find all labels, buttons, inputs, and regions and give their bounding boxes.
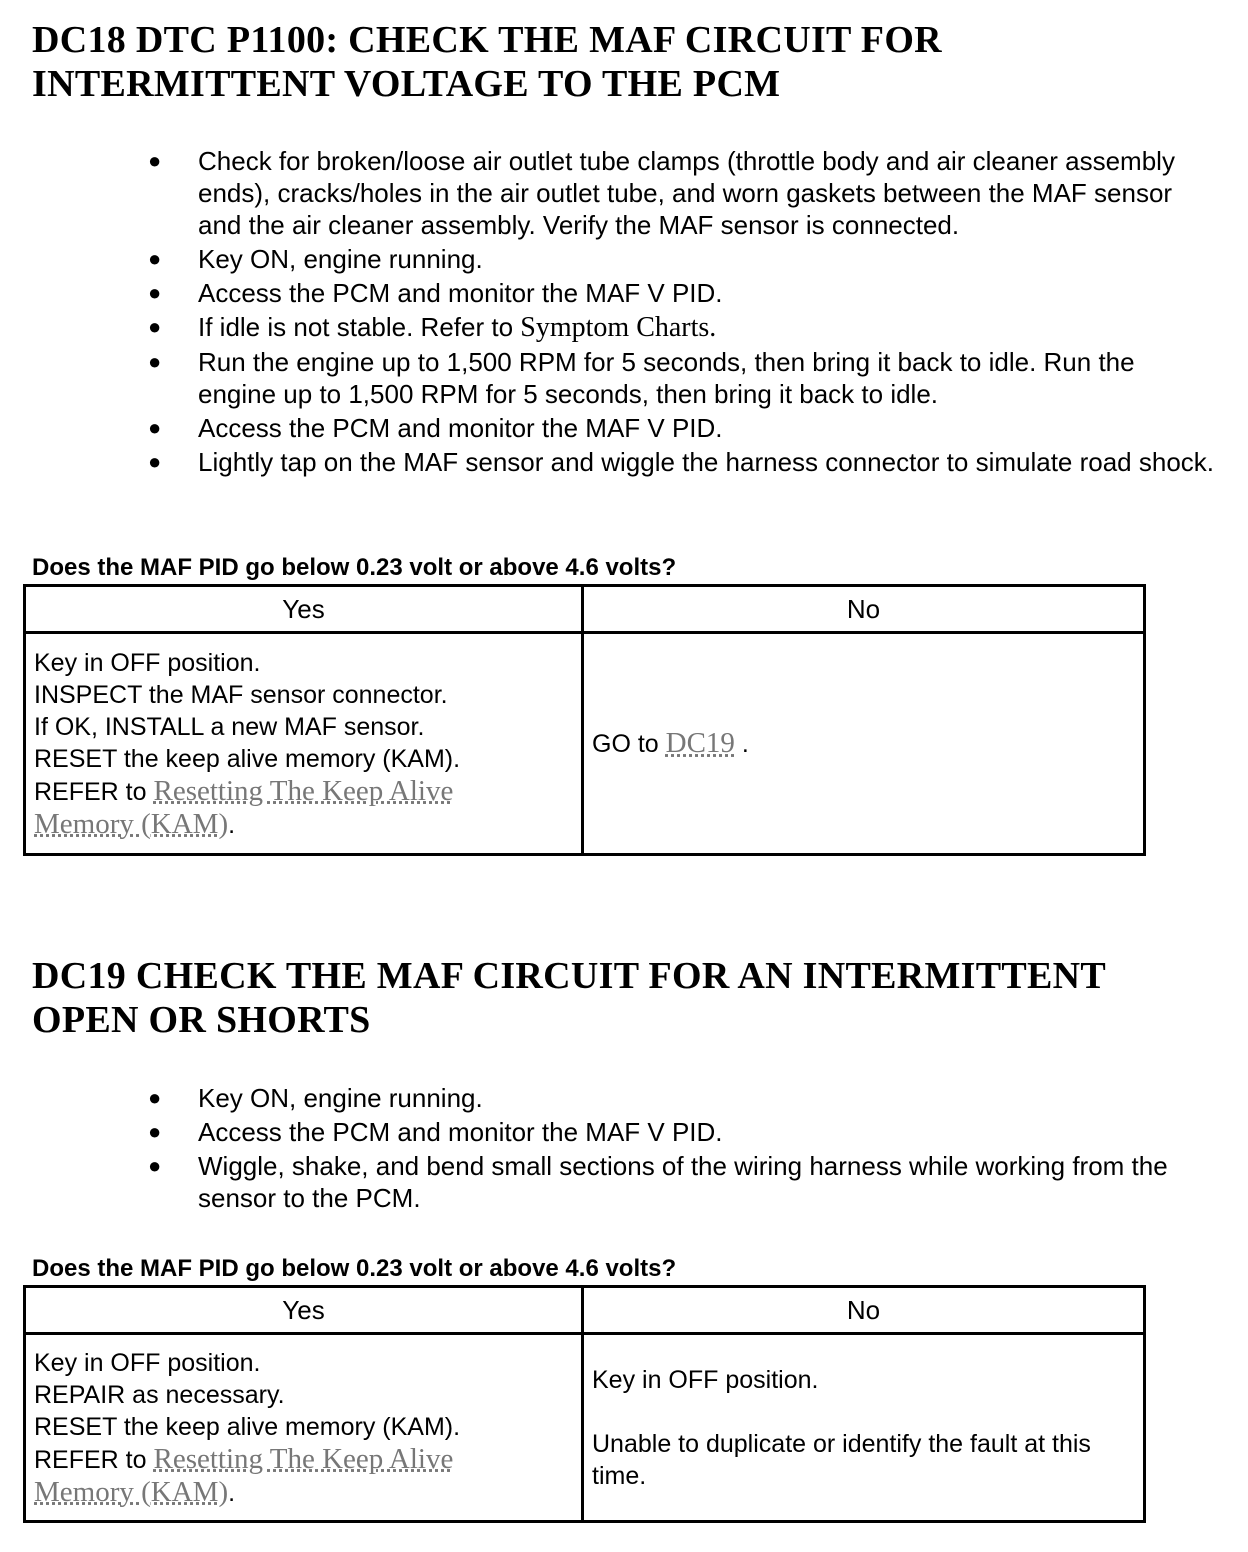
yes-cell: Key in OFF position. INSPECT the MAF sensor connector. If OK, INSTALL a new MAF sensor. RESET the keep alive memory (KAM). REFER to Resetting The Keep Alive Memory (KAM). [25, 633, 583, 855]
bullet-icon: ● [148, 280, 162, 305]
reset-kam-link[interactable]: Resetting The Keep Alive [153, 1442, 454, 1475]
list-item: ● Access the PCM and monitor the MAF V PID. [148, 1117, 723, 1147]
list-item: ● Key ON, engine running. [148, 1083, 483, 1113]
bullet-icon: ● [148, 449, 162, 474]
no-cell: Key in OFF position. Unable to duplicate or identify the fault at this time. [583, 1334, 1145, 1522]
dc18-question: Does the MAF PID go below 0.23 volt or above 4.6 volts? [32, 554, 677, 581]
bullet-icon: ● [148, 314, 162, 339]
reset-kam-link[interactable]: Resetting The Keep Alive [153, 774, 454, 807]
bullet-icon: ● [148, 349, 162, 374]
bullet-icon: ● [148, 148, 162, 173]
dc18-decision-table [23, 584, 1146, 856]
no-cell: GO to DC19 . [583, 633, 1145, 855]
list-item: ● Access the PCM and monitor the MAF V PID. [148, 413, 723, 443]
no-header: No [583, 586, 1145, 633]
bullet-icon: ● [148, 415, 162, 440]
list-item: ● Lightly tap on the MAF sensor and wiggle the harness connector to simulate road shock. [148, 447, 1215, 477]
yes-header: Yes [25, 1287, 583, 1334]
dc19-decision-table [23, 1285, 1146, 1523]
bullet-icon: ● [148, 1119, 162, 1144]
list-item: ● Key ON, engine running. [148, 244, 483, 274]
list-item: ● Check for broken/loose air outlet tube clamps (throttle body and air cleaner assembly ends), cracks/holes in the air outlet tube, and worn gaskets between the MAF sensor and the air cleaner assembly. Verify the MAF sensor is connected. [148, 146, 1175, 240]
bullet-icon: ● [148, 246, 162, 271]
list-item: ● Access the PCM and monitor the MAF V PID. [148, 278, 723, 308]
dc18-steps [0, 145, 1248, 480]
dc19-heading [32, 954, 1106, 1042]
list-item: ● If idle is not stable. Refer to Symptom Charts. [148, 312, 717, 343]
dc19-heading-line1: DC19 CHECK THE MAF CIRCUIT FOR AN INTERMITTENT [32, 955, 1107, 997]
dc18-heading [32, 18, 942, 106]
bullet-icon: ● [148, 1153, 162, 1178]
dc19-question: Does the MAF PID go below 0.23 volt or above 4.6 volts? [32, 1255, 677, 1282]
dc19-link[interactable]: DC19 [665, 727, 735, 759]
list-item: ● Run the engine up to 1,500 RPM for 5 seconds, then bring it back to idle. Run the engine up to 1,500 RPM for 5 seconds, then bring it back to idle. [148, 347, 1135, 409]
symptom-charts-ref: Symptom Charts. [520, 312, 717, 343]
yes-cell: Key in OFF position. REPAIR as necessary. RESET the keep alive memory (KAM). REFER to Resetting The Keep Alive Memory (KAM). [25, 1334, 583, 1522]
dc18-heading-line2: INTERMITTENT VOLTAGE TO THE PCM [32, 63, 781, 105]
bullet-icon: ● [148, 1085, 162, 1110]
dc19-steps [0, 1082, 1248, 1216]
list-item: ● Wiggle, shake, and bend small sections of the wiring harness while working from the sensor to the PCM. [148, 1151, 1168, 1213]
no-header: No [583, 1287, 1145, 1334]
yes-header: Yes [25, 586, 583, 633]
dc18-heading-line1: DC18 DTC P1100: CHECK THE MAF CIRCUIT FOR [32, 19, 942, 61]
dc19-heading-line2: OPEN OR SHORTS [32, 999, 371, 1041]
reset-kam-link-cont[interactable]: Memory (KAM) [34, 1475, 229, 1508]
reset-kam-link-cont[interactable]: Memory (KAM) [34, 807, 229, 840]
